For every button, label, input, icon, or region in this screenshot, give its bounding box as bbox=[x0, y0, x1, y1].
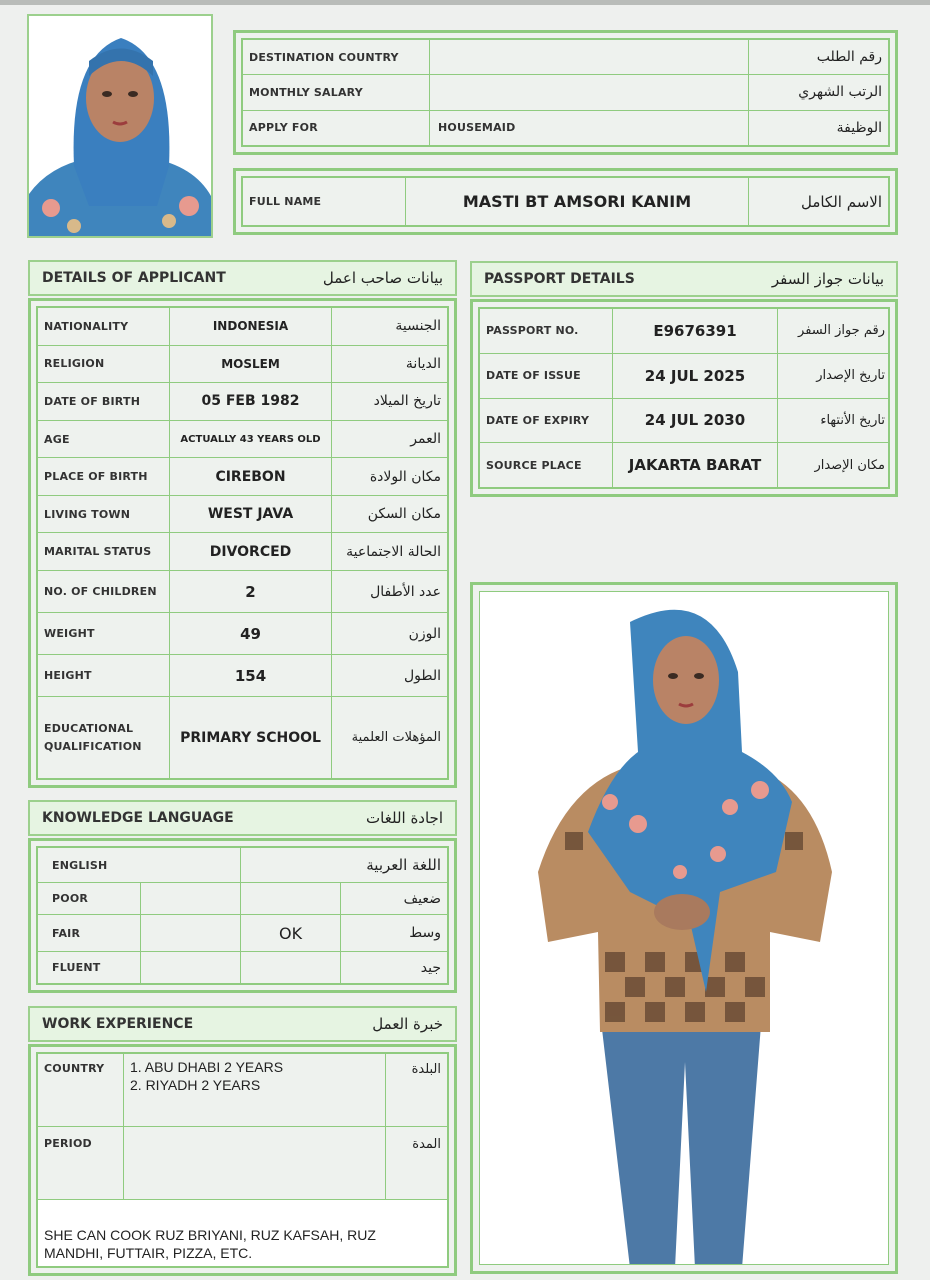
table-row bbox=[38, 1127, 448, 1200]
top-form-table bbox=[242, 39, 889, 146]
monthly-salary-value bbox=[430, 75, 749, 110]
passport-details bbox=[470, 299, 898, 497]
passport-no-value: E9676391 bbox=[613, 309, 778, 354]
height-arabic: الطول bbox=[332, 655, 448, 697]
destination-country-value bbox=[430, 40, 749, 75]
passport-no-arabic: رقم جواز السفر bbox=[778, 309, 889, 354]
nationality-label: NATIONALITY bbox=[38, 308, 170, 346]
religion-value: MOSLEM bbox=[170, 345, 332, 383]
period-arabic: المدة bbox=[386, 1127, 448, 1200]
table-row bbox=[38, 383, 448, 421]
arabic-header: اللغة العربية bbox=[241, 848, 448, 883]
table-row bbox=[38, 697, 448, 779]
table-row bbox=[38, 915, 448, 952]
period-value bbox=[124, 1127, 386, 1200]
top-edge bbox=[0, 0, 930, 5]
education-label: EDUCATIONAL QUALIFICATION bbox=[38, 697, 170, 779]
nationality-value: INDONESIA bbox=[170, 308, 332, 346]
passport-no-label: PASSPORT NO. bbox=[480, 309, 613, 354]
note-line-1: SHE CAN COOK RUZ BRIYANI, RUZ KAFSAH, RUZ bbox=[44, 1227, 376, 1243]
date-of-expiry-arabic: تاريخ الأنتهاء bbox=[778, 398, 889, 443]
fluent-label: FLUENT bbox=[38, 952, 141, 984]
date-of-issue-value: 24 JUL 2025 bbox=[613, 353, 778, 398]
passport-section-header bbox=[470, 261, 898, 297]
table-row bbox=[243, 110, 889, 145]
table-row bbox=[38, 883, 448, 915]
table-row bbox=[480, 443, 889, 488]
marital-status-value: DIVORCED bbox=[170, 533, 332, 571]
applicant-title: DETAILS OF APPLICANT bbox=[42, 270, 226, 286]
table-row bbox=[38, 1200, 448, 1267]
date-of-birth-value: 05 FEB 1982 bbox=[170, 383, 332, 421]
living-town-label: LIVING TOWN bbox=[38, 495, 170, 533]
table-row bbox=[243, 178, 889, 226]
country-label: COUNTRY bbox=[38, 1054, 124, 1127]
language-table bbox=[37, 847, 448, 984]
country-arabic: البلدة bbox=[386, 1054, 448, 1127]
work-title-arabic: خبرة العمل bbox=[372, 1015, 443, 1033]
full-body-photo-area bbox=[479, 591, 889, 1265]
apply-for-arabic: الوظيفة bbox=[749, 110, 889, 145]
monthly-salary-arabic: الرتب الشهري bbox=[749, 75, 889, 110]
source-place-arabic: مكان الإصدار bbox=[778, 443, 889, 488]
table-row bbox=[480, 353, 889, 398]
country-line-1: 1. ABU DHABI 2 YEARS bbox=[130, 1059, 284, 1075]
english-header: ENGLISH bbox=[38, 848, 241, 883]
date-of-expiry-value: 24 JUL 2030 bbox=[613, 398, 778, 443]
table-row bbox=[38, 458, 448, 496]
period-label: PERIOD bbox=[38, 1127, 124, 1200]
full-name-value: MASTI BT AMSORI KANIM bbox=[406, 178, 749, 226]
place-of-birth-value: CIREBON bbox=[170, 458, 332, 496]
table-row bbox=[243, 40, 889, 75]
language-section-header bbox=[28, 800, 457, 836]
marital-status-arabic: الحالة الاجتماعية bbox=[332, 533, 448, 571]
living-town-arabic: مكان السكن bbox=[332, 495, 448, 533]
fair-arabic-label: وسط bbox=[341, 915, 448, 952]
table-row bbox=[243, 75, 889, 110]
date-of-issue-label: DATE OF ISSUE bbox=[480, 353, 613, 398]
table-row bbox=[38, 345, 448, 383]
full-name-box bbox=[233, 168, 898, 235]
full-body-photo bbox=[470, 582, 898, 1274]
full-name-arabic: الاسم الكامل bbox=[749, 178, 889, 226]
place-of-birth-arabic: مكان الولادة bbox=[332, 458, 448, 496]
passport-table bbox=[479, 308, 889, 488]
education-arabic: المؤهلات العلمية bbox=[332, 697, 448, 779]
table-row bbox=[480, 309, 889, 354]
country-line-2: 2. RIYADH 2 YEARS bbox=[130, 1077, 261, 1093]
height-label: HEIGHT bbox=[38, 655, 170, 697]
work-table bbox=[37, 1053, 448, 1267]
source-place-label: SOURCE PLACE bbox=[480, 443, 613, 488]
language-details bbox=[28, 838, 457, 993]
portrait-photo bbox=[27, 14, 213, 238]
poor-label: POOR bbox=[38, 883, 141, 915]
passport-title-arabic: بيانات جواز السفر bbox=[771, 270, 884, 288]
destination-country-label: DESTINATION COUNTRY bbox=[243, 40, 430, 75]
note-line-2: MANDHI, FUTTAIR, PIZZA, ETC. bbox=[44, 1245, 253, 1261]
age-arabic: العمر bbox=[332, 420, 448, 458]
portrait-illustration bbox=[29, 16, 211, 236]
children-arabic: عدد الأطفال bbox=[332, 571, 448, 613]
poor-english-value bbox=[141, 883, 241, 915]
religion-label: RELIGION bbox=[38, 345, 170, 383]
applicant-details bbox=[28, 298, 457, 788]
country-value bbox=[124, 1054, 386, 1127]
full-name-label: FULL NAME bbox=[243, 178, 406, 226]
fair-label: FAIR bbox=[38, 915, 141, 952]
marital-status-label: MARITAL STATUS bbox=[38, 533, 170, 571]
full-name-table bbox=[242, 177, 889, 226]
weight-arabic: الوزن bbox=[332, 613, 448, 655]
children-label: NO. OF CHILDREN bbox=[38, 571, 170, 613]
table-row bbox=[38, 848, 448, 883]
table-row bbox=[38, 1054, 448, 1127]
table-row bbox=[38, 613, 448, 655]
religion-arabic: الديانة bbox=[332, 345, 448, 383]
destination-country-arabic: رقم الطلب bbox=[749, 40, 889, 75]
nationality-arabic: الجنسية bbox=[332, 308, 448, 346]
fluent-arabic-label: جيد bbox=[341, 952, 448, 984]
date-of-birth-arabic: تاريخ الميلاد bbox=[332, 383, 448, 421]
applicant-section-header bbox=[28, 260, 457, 296]
language-title-arabic: اجادة اللغات bbox=[366, 809, 443, 827]
table-row bbox=[38, 308, 448, 346]
fair-english-value bbox=[141, 915, 241, 952]
work-title: WORK EXPERIENCE bbox=[42, 1016, 194, 1032]
date-of-issue-arabic: تاريخ الإصدار bbox=[778, 353, 889, 398]
place-of-birth-label: PLACE OF BIRTH bbox=[38, 458, 170, 496]
apply-for-value: HOUSEMAID bbox=[430, 110, 749, 145]
weight-value: 49 bbox=[170, 613, 332, 655]
cooking-skills-note bbox=[38, 1200, 448, 1267]
top-form bbox=[233, 30, 898, 155]
date-of-expiry-label: DATE OF EXPIRY bbox=[480, 398, 613, 443]
age-label: AGE bbox=[38, 420, 170, 458]
poor-arabic-label: ضعيف bbox=[341, 883, 448, 915]
living-town-value: WEST JAVA bbox=[170, 495, 332, 533]
age-value: ACTUALLY 43 YEARS OLD bbox=[170, 420, 332, 458]
applicant-title-arabic: بيانات صاحب اعمل bbox=[322, 269, 443, 287]
poor-arabic-value bbox=[241, 883, 341, 915]
table-row bbox=[38, 533, 448, 571]
monthly-salary-label: MONTHLY SALARY bbox=[243, 75, 430, 110]
table-row bbox=[38, 655, 448, 697]
work-section-header bbox=[28, 1006, 457, 1042]
table-row bbox=[38, 571, 448, 613]
table-row bbox=[480, 398, 889, 443]
passport-title: PASSPORT DETAILS bbox=[484, 271, 635, 287]
children-value: 2 bbox=[170, 571, 332, 613]
language-title: KNOWLEDGE LANGUAGE bbox=[42, 810, 234, 826]
table-row bbox=[38, 420, 448, 458]
height-value: 154 bbox=[170, 655, 332, 697]
apply-for-label: APPLY FOR bbox=[243, 110, 430, 145]
education-value: PRIMARY SCHOOL bbox=[170, 697, 332, 779]
full-body-illustration bbox=[480, 592, 889, 1265]
table-row bbox=[38, 495, 448, 533]
fluent-arabic-value bbox=[241, 952, 341, 984]
date-of-birth-label: DATE OF BIRTH bbox=[38, 383, 170, 421]
source-place-value: JAKARTA BARAT bbox=[613, 443, 778, 488]
applicant-table bbox=[37, 307, 448, 779]
weight-label: WEIGHT bbox=[38, 613, 170, 655]
work-details bbox=[28, 1044, 457, 1276]
fluent-english-value bbox=[141, 952, 241, 984]
table-row bbox=[38, 952, 448, 984]
fair-arabic-value: OK bbox=[241, 915, 341, 952]
